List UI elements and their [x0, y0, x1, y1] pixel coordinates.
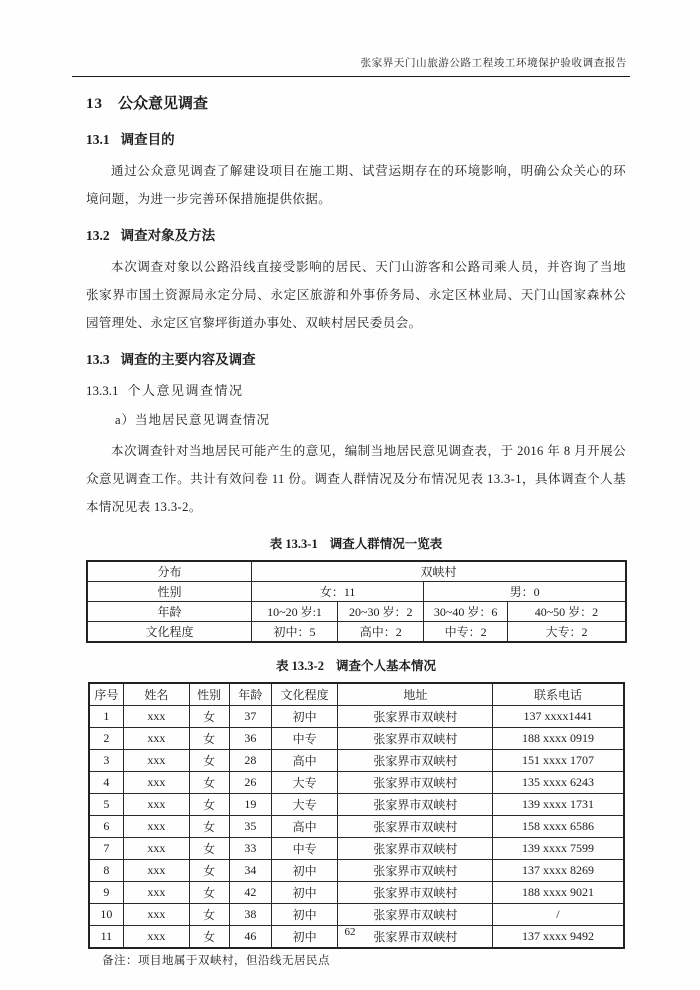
cell-address: 张家界市双峡村	[338, 904, 493, 926]
cell-age: 46	[229, 926, 271, 949]
cell-address: 张家界市双峡村	[338, 750, 493, 772]
cell-education: 中专	[271, 838, 337, 860]
row-label: 年龄	[87, 602, 251, 622]
cell-phone: 135 xxxx 6243	[493, 772, 624, 794]
cell-age: 34	[229, 860, 271, 882]
age-cell: 30~40 岁：6	[424, 602, 508, 622]
cell-address: 张家界市双峡村	[338, 838, 493, 860]
cell-phone: 137 xxxx 8269	[493, 860, 624, 882]
cell-name: xxx	[124, 728, 189, 750]
cell-name: xxx	[124, 794, 189, 816]
edu-cell: 大专：2	[507, 622, 626, 643]
age-cell: 10~20 岁:1	[251, 602, 337, 622]
table-row-age	[87, 602, 626, 622]
cell-index: 10	[89, 904, 124, 926]
gender-female: 女：11	[251, 582, 423, 602]
cell-education: 大专	[271, 794, 337, 816]
cell-education: 中专	[271, 728, 337, 750]
section-13-1-number: 13.1	[86, 132, 110, 147]
cell-age: 33	[229, 838, 271, 860]
cell-index: 4	[89, 772, 124, 794]
cell-index: 6	[89, 816, 124, 838]
cell-address: 张家界市双峡村	[338, 882, 493, 904]
table1-title	[86, 534, 626, 552]
header-rule	[72, 76, 630, 77]
cell-gender: 女	[189, 706, 229, 728]
row-label: 文化程度	[87, 622, 251, 643]
cell-gender: 女	[189, 860, 229, 882]
cell-name: xxx	[124, 750, 189, 772]
cell-address: 张家界市双峡村	[338, 926, 493, 949]
section-13-2-number: 13.2	[86, 228, 110, 243]
cell-education: 初中	[271, 860, 337, 882]
table-row	[89, 728, 624, 750]
table-row-gender	[87, 582, 626, 602]
list-item-a: a）当地居民意见调查情况	[115, 413, 271, 427]
cell-index: 8	[89, 860, 124, 882]
cell-age: 36	[229, 728, 271, 750]
section-13-3-1-title: 个人意见调查情况	[127, 383, 244, 398]
cell-gender: 女	[189, 772, 229, 794]
cell-education: 初中	[271, 882, 337, 904]
gender-male: 男：0	[424, 582, 626, 602]
section-13-2-heading	[86, 224, 626, 244]
paragraph-survey-purpose: 通过公众意见调查了解建设项目在施工期、试营运期存在的环境影响，明确公众关心的环境问题，为进一步完善环保措施提供依据。	[86, 164, 626, 206]
section-13-1-heading	[86, 128, 626, 148]
cell-address: 张家界市双峡村	[338, 772, 493, 794]
cell-gender: 女	[189, 750, 229, 772]
cell-name: xxx	[124, 816, 189, 838]
table1-title-text: 调查人群情况一览表	[329, 537, 443, 551]
cell-phone: 137 xxxx1441	[493, 706, 624, 728]
cell-index: 5	[89, 794, 124, 816]
age-cell: 40~50 岁：2	[507, 602, 626, 622]
table-header-row	[89, 683, 624, 706]
cell-phone: 158 xxxx 6586	[493, 816, 624, 838]
section-13-title: 公众意见调查	[118, 96, 209, 112]
cell-phone: 139 xxxx 7599	[493, 838, 624, 860]
cell-name: xxx	[124, 706, 189, 728]
column-header: 联系电话	[493, 683, 624, 706]
cell-phone: /	[493, 904, 624, 926]
cell-age: 38	[229, 904, 271, 926]
cell-age: 42	[229, 882, 271, 904]
cell-name: xxx	[124, 860, 189, 882]
table-row	[89, 882, 624, 904]
paragraph-survey-targets: 本次调查对象以公路沿线直接受影响的居民、天门山游客和公路司乘人员，并咨询了当地张家界市国土资源局永定分局、永定区旅游和外事侨务局、永定区林业局、天门山国家森林公园管理处、永定区官黎坪街道办事处、双峡村居民委员会。	[86, 260, 626, 330]
cell-gender: 女	[189, 838, 229, 860]
table-survey-population	[86, 560, 627, 643]
cell-index: 2	[89, 728, 124, 750]
cell-age: 35	[229, 816, 271, 838]
edu-cell: 高中：2	[338, 622, 424, 643]
page-content	[86, 90, 626, 968]
cell-age: 19	[229, 794, 271, 816]
table-row	[89, 772, 624, 794]
cell-age: 37	[229, 706, 271, 728]
cell-address: 张家界市双峡村	[338, 816, 493, 838]
column-header: 年龄	[229, 683, 271, 706]
paragraph-survey-details: 本次调查针对当地居民可能产生的意见，编制当地居民意见调查表，于 2016 年 8 月开展公众意见调查工作。共计有效问卷 11 份。调查人群情况及分布情况见表 13.3-1，具体调查个人基本情况见表 13.3-2。	[86, 444, 626, 514]
edu-cell: 中专：2	[424, 622, 508, 643]
cell-gender: 女	[189, 904, 229, 926]
cell-name: xxx	[124, 838, 189, 860]
column-header: 性别	[189, 683, 229, 706]
section-13-3-1-number: 13.3.1	[86, 383, 119, 398]
table2-title-label: 表 13.3-2	[276, 659, 324, 673]
cell-age: 26	[229, 772, 271, 794]
cell-education: 高中	[271, 816, 337, 838]
cell-phone: 188 xxxx 0919	[493, 728, 624, 750]
section-13-1-title: 调查目的	[120, 132, 175, 147]
cell-address: 张家界市双峡村	[338, 728, 493, 750]
cell-education: 高中	[271, 750, 337, 772]
section-13-heading	[86, 92, 626, 113]
cell-gender: 女	[189, 926, 229, 949]
running-header-title: 张家界天门山旅游公路工程竣工环境保护验收调查报告	[360, 58, 627, 69]
cell-index: 9	[89, 882, 124, 904]
cell-name: xxx	[124, 882, 189, 904]
table-row	[89, 860, 624, 882]
cell-name: xxx	[124, 772, 189, 794]
cell-education: 大专	[271, 772, 337, 794]
cell-address: 张家界市双峡村	[338, 794, 493, 816]
table2-title	[86, 656, 626, 674]
cell-age: 28	[229, 750, 271, 772]
cell-education: 初中	[271, 706, 337, 728]
column-header: 地址	[338, 683, 493, 706]
cell-index: 7	[89, 838, 124, 860]
table-row	[89, 794, 624, 816]
row-label: 分布	[87, 561, 251, 582]
cell-phone: 188 xxxx 9021	[493, 882, 624, 904]
cell-phone: 137 xxxx 9492	[493, 926, 624, 949]
column-header: 序号	[89, 683, 124, 706]
cell-index: 3	[89, 750, 124, 772]
table-row	[89, 838, 624, 860]
table1-title-label: 表 13.3-1	[269, 537, 318, 551]
table-row-distribution	[87, 561, 626, 582]
row-label: 性别	[87, 582, 251, 602]
table-row	[89, 904, 624, 926]
cell-gender: 女	[189, 728, 229, 750]
cell-address: 张家界市双峡村	[338, 860, 493, 882]
table2-title-text: 调查个人基本情况	[335, 659, 436, 673]
column-header: 文化程度	[271, 683, 337, 706]
running-header	[100, 55, 627, 70]
table-personal-info	[88, 682, 625, 949]
column-header: 姓名	[124, 683, 189, 706]
table-row	[89, 706, 624, 728]
cell-index: 11	[89, 926, 124, 949]
cell-gender: 女	[189, 816, 229, 838]
section-13-3-number: 13.3	[86, 352, 110, 367]
section-13-3-title: 调查的主要内容及调查	[120, 352, 256, 367]
table-row-education	[87, 622, 626, 643]
age-cell: 20~30 岁：2	[338, 602, 424, 622]
page-number: 62	[344, 926, 356, 938]
cell-address: 张家界市双峡村	[338, 706, 493, 728]
cell-index: 1	[89, 706, 124, 728]
section-13-2-title: 调查对象及方法	[120, 228, 216, 243]
cell-education: 初中	[271, 926, 337, 949]
section-13-number: 13	[86, 96, 103, 112]
cell-phone: 151 xxxx 1707	[493, 750, 624, 772]
cell-phone: 139 xxxx 1731	[493, 794, 624, 816]
section-13-3-heading	[86, 348, 626, 368]
table2-note: 备注：项目地属于双峡村，但沿线无居民点	[102, 955, 330, 967]
cell-gender: 女	[189, 882, 229, 904]
section-13-3-1-heading	[86, 380, 626, 399]
cell-name: xxx	[124, 904, 189, 926]
cell-gender: 女	[189, 794, 229, 816]
table-row	[89, 750, 624, 772]
cell-education: 初中	[271, 904, 337, 926]
edu-cell: 初中：5	[251, 622, 337, 643]
distribution-value: 双峡村	[251, 561, 626, 582]
table-row	[89, 816, 624, 838]
cell-name: xxx	[124, 926, 189, 949]
